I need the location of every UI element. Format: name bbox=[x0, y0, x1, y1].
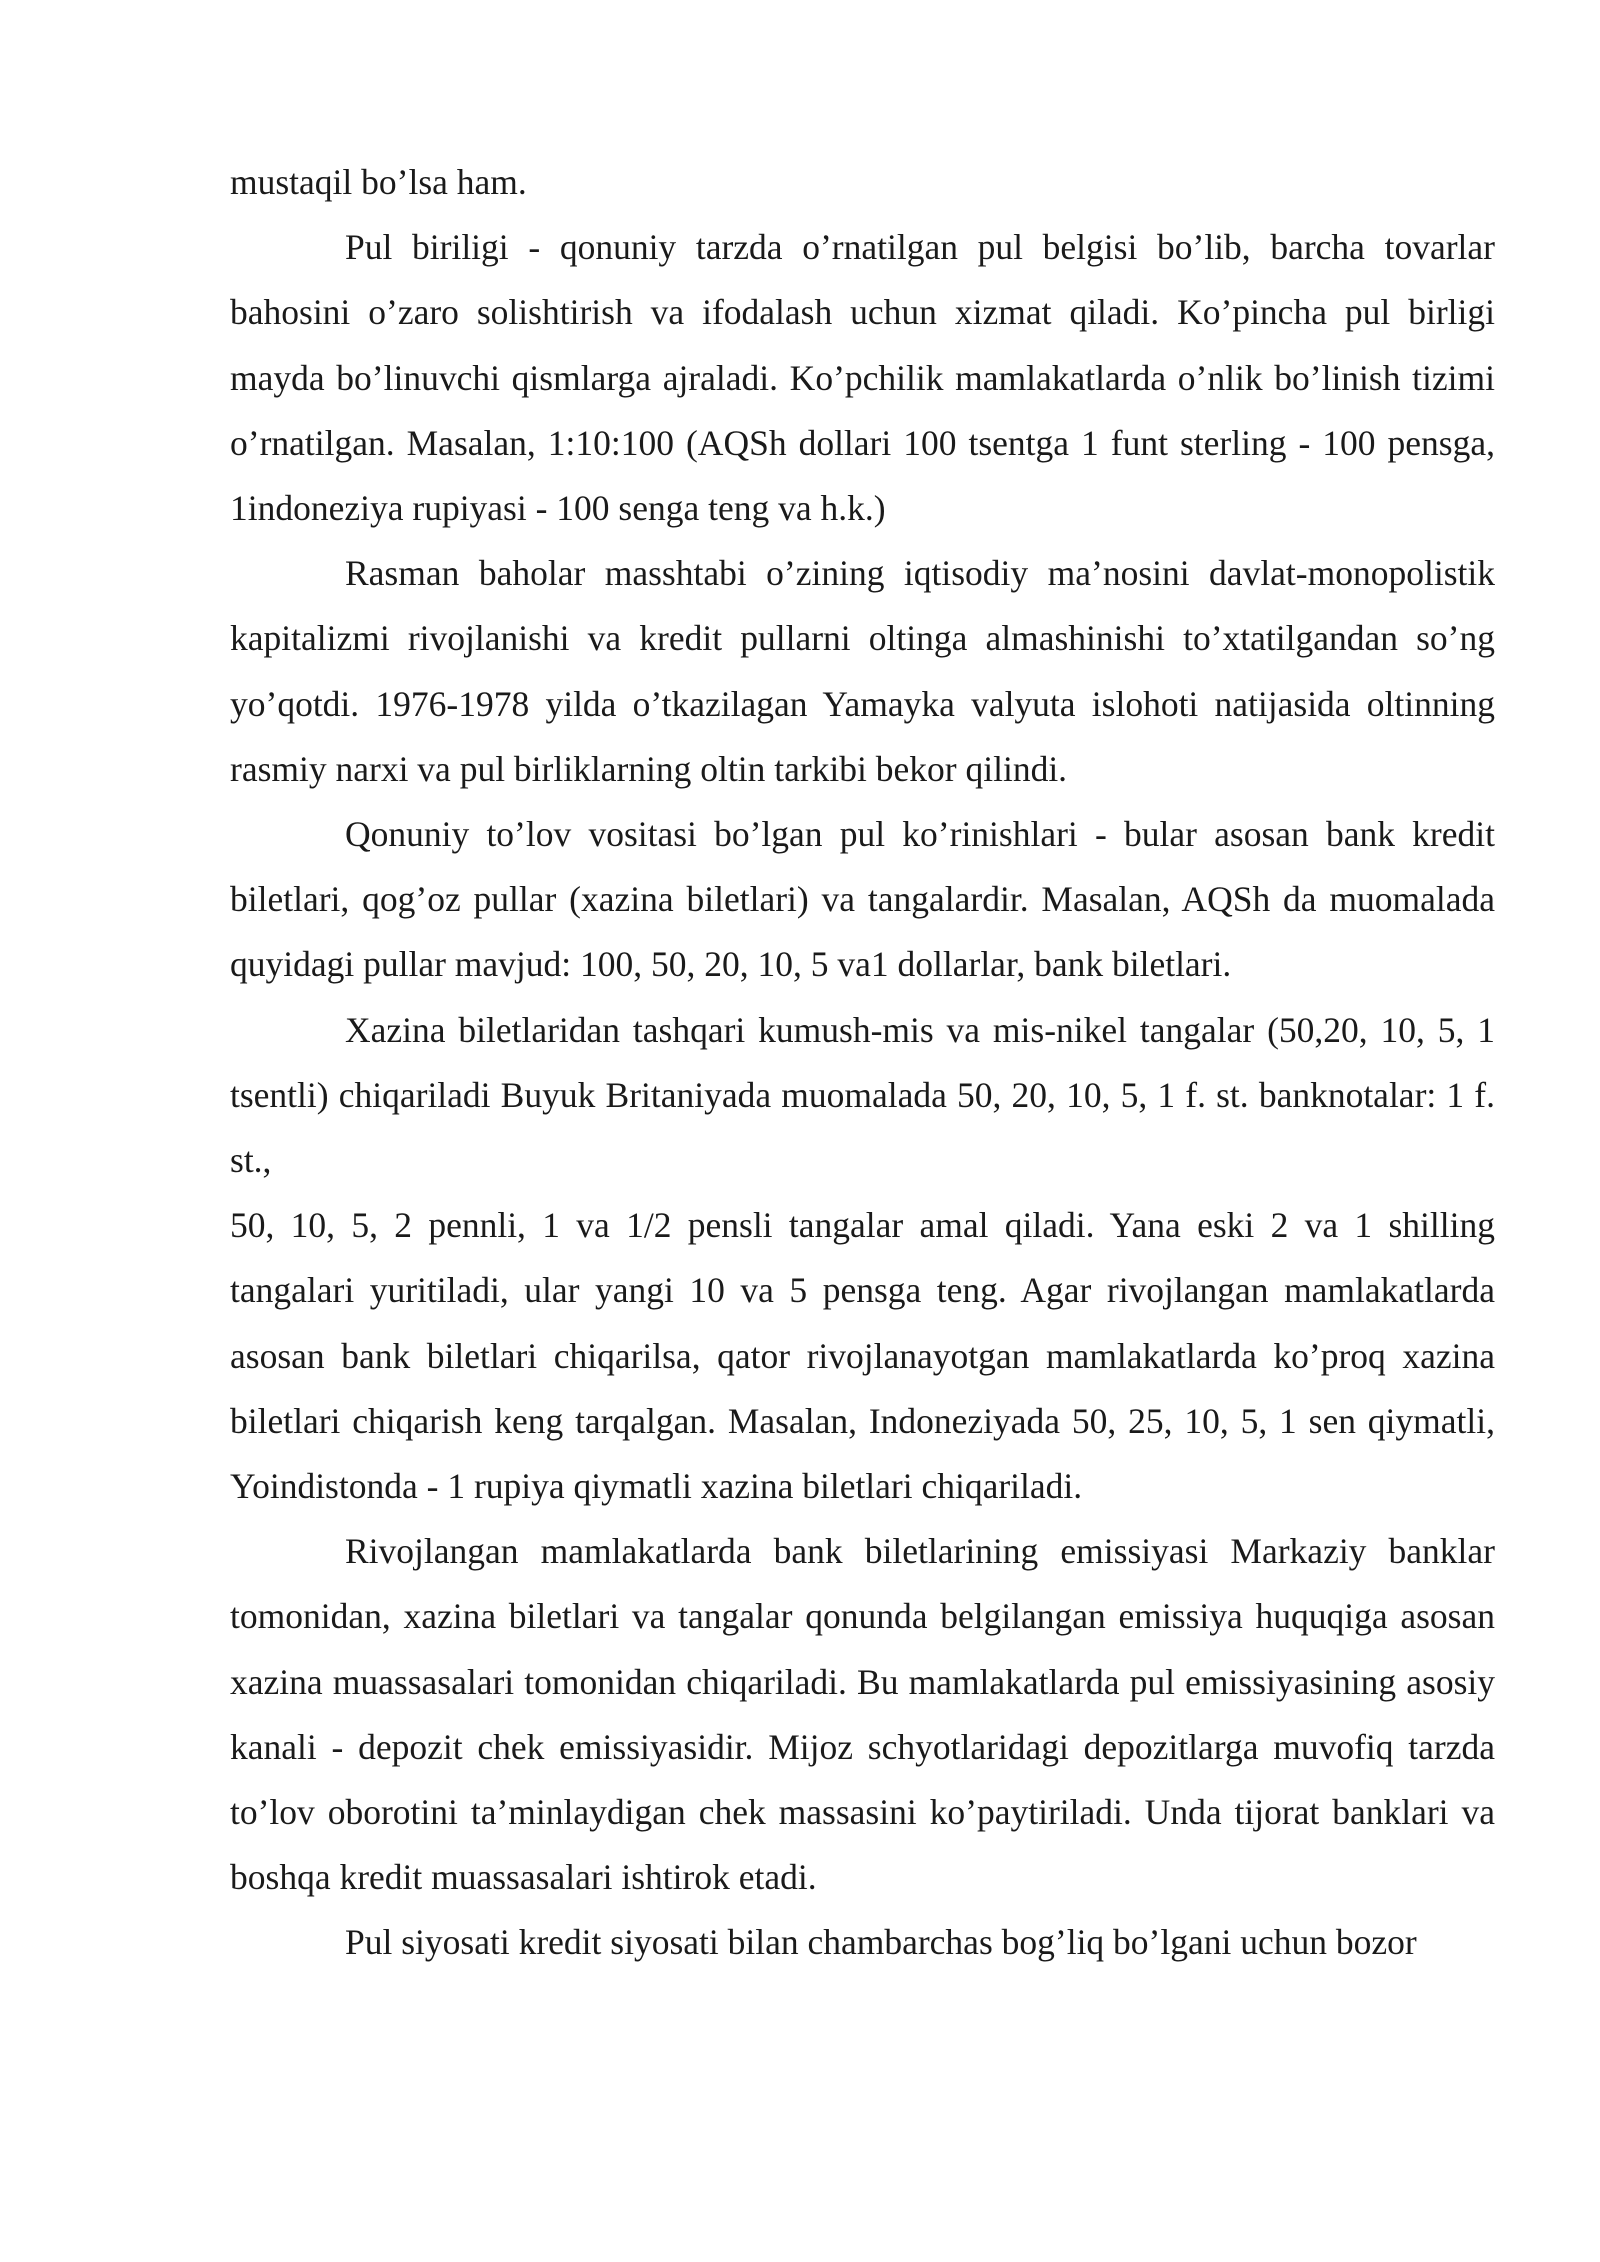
paragraph-tangalar: 50, 10, 5, 2 pennli, 1 va 1/2 pensli tangalar amal qiladi. Yana eski 2 va 1 shilling tangalari yuritiladi, ular yangi 10 va 5 pensga teng. Agar rivojlangan mamlakatlarda asosan bank biletlari chiqarilsa, qator rivojlanayotgan mamlakatlarda ko’proq xazina biletlari chiqarish keng tarqalgan. Masalan, Indoneziyada 50, 25, 10, 5, 1 sen qiymatli, Yoindistonda - 1 rupiya qiymatli xazina biletlari chiqariladi. bbox=[230, 1205, 1495, 1507]
paragraph-continuation: mustaqil bo’lsa ham. bbox=[230, 162, 527, 202]
paragraph-pul-birligi: Pul biriligi - qonuniy tarzda o’rnatilgan pul belgisi bo’lib, barcha tovarlar bahosini o’zaro solishtirish va ifodalash uchun xizmat qiladi. Ko’pincha pul birligi mayda bo’linuvchi qismlarga ajraladi. Ko’pchilik mamlakatlarda o’nlik bo’linish tizimi o’rnatilgan. Masalan, 1:10:100 (AQSh dollari 100 tsentga 1 funt sterling - 100 pensga, 1indoneziya rupiyasi - 100 senga teng va h.k.) bbox=[230, 227, 1495, 529]
paragraph-pul-siyosati: Pul siyosati kredit siyosati bilan chambarchas bog’liq bo’lgani uchun bozor bbox=[345, 1922, 1417, 1963]
document-page bbox=[230, 150, 1495, 1976]
paragraph-xazina-biletlari: Xazina biletlaridan tashqari kumush-mis va mis-nikel tangalar (50,20, 10, 5, 1 tsentli) chiqariladi Buyuk Britaniyada muomalada 50, 20, 10, 5, 1 f. st. banknotalar: 1 f. st., bbox=[230, 1009, 1495, 1181]
paragraph-qonuniy-tolov: Qonuniy to’lov vositasi bo’lgan pul ko’rinishlari - bular asosan bank kredit biletlari, qog’oz pullar (xazina biletlari) va tangalardir. Masalan, AQSh da muomalada quyidagi pullar mavjud: 100, 50, 20, 10, 5 va1 dollarlar, bank biletlari. bbox=[230, 814, 1495, 985]
paragraph-emissiya: Rivojlangan mamlakatlarda bank biletlarining emissiyasi Markaziy banklar tomonidan, xazina biletlari va tangalar qonunda belgilangan emissiya huquqiga asosan xazina muassasalari tomonidan chiqariladi. Bu mamlakatlarda pul emissiyasining asosiy kanali - depozit chek emissiyasidir. Mijoz schyotlaridagi depozitlarga muvofiq tarzda to’lov oborotini ta’minlaydigan chek massasini ko’paytiriladi. Unda tijorat banklari va boshqa kredit muassasalari ishtirok etadi. bbox=[230, 1531, 1495, 1898]
paragraph-baholar-masshtabi: Rasman baholar masshtabi o’zining iqtisodiy ma’nosini davlat-monopolistik kapitalizmi rivojlanishi va kredit pullarni oltinga almashinishi to’xtatilgandan so’ng yo’qotdi. 1976-1978 yilda o’tkazilagan Yamayka valyuta islohoti natijasida oltinning rasmiy narxi va pul birliklarning oltin tarkibi bekor qilindi. bbox=[230, 553, 1495, 789]
